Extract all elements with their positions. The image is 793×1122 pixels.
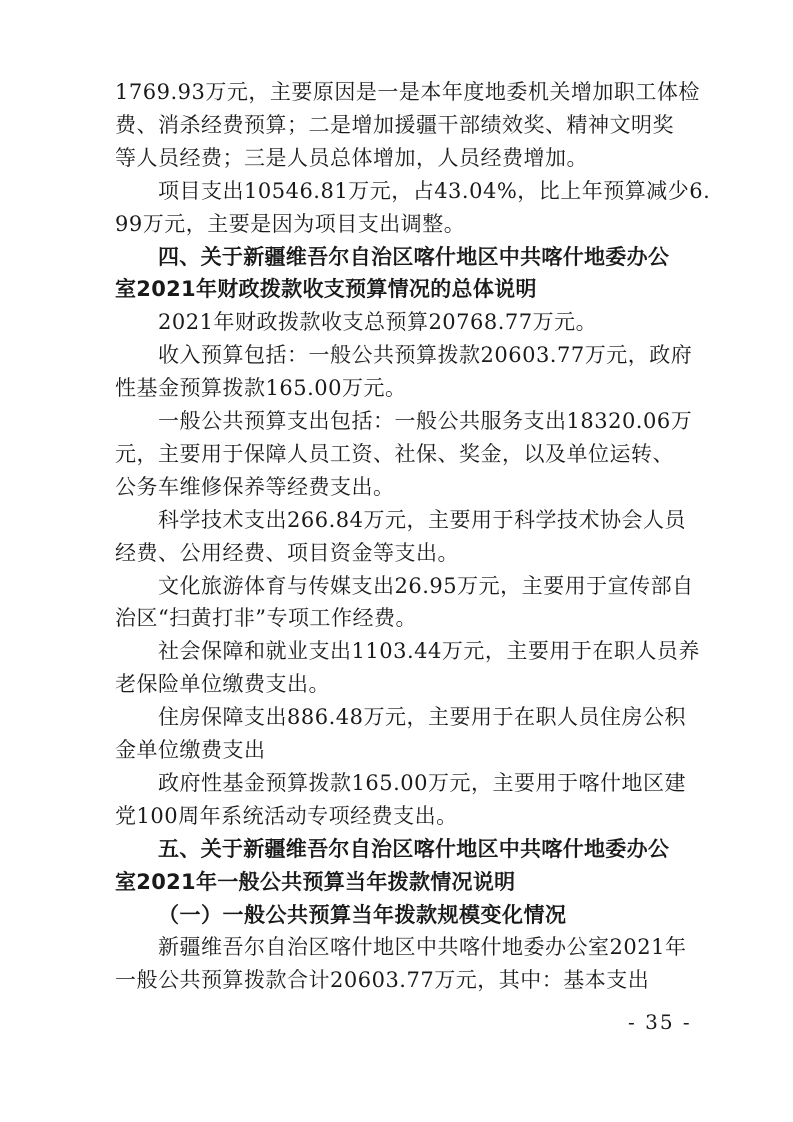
body-text-line: 2021年财政拨款收支总预算20768.77万元。 [158,310,598,334]
body-text-line: 等人员经费；三是人员总体增加，人员经费增加。 [115,146,588,170]
section-heading: 四、关于新疆维吾尔自治区喀什地区中共喀什地委办公 [158,245,670,269]
body-text-line: 社会保障和就业支出1103.44万元，主要用于在职人员养 [158,639,700,663]
section-heading: 室2021年一般公共预算当年拨款情况说明 [115,870,516,894]
subsection-heading: （一）一般公共预算当年拨款规模变化情况 [158,902,567,927]
body-text-line: 科学技术支出266.84万元，主要用于科学技术协会人员 [158,508,686,532]
body-text-line: 一般公共预算支出包括：一般公共服务支出18320.06万 [158,409,693,433]
section-heading: 室2021年财政拨款收支预算情况的总体说明 [115,277,537,301]
body-text-line: 一般公共预算拨款合计20603.77万元，其中：基本支出 [115,968,650,992]
body-text-line: 老保险单位缴费支出。 [115,672,330,696]
body-text-line: 住房保障支出886.48万元，主要用于在职人员住房公积 [158,705,686,729]
body-text-line: 99万元，主要是因为项目支出调整。 [115,212,466,236]
body-text-line: 元，主要用于保障人员工资、社保、奖金，以及单位运转、 [115,442,674,466]
body-text-line: 政府性基金预算拨款165.00万元，主要用于喀什地区建 [158,771,686,795]
body-text-line: 费、消杀经费预算；二是增加援疆干部绩效奖、精神文明奖 [115,113,674,137]
body-text-line: 公务车维修保养等经费支出。 [115,475,395,499]
page-number: - 35 - [628,1010,692,1034]
body-text-line: 性基金预算拨款165.00万元。 [115,376,407,400]
body-text-line: 项目支出10546.81万元，占43.04%，比上年预算减少6. [158,179,711,203]
body-text-line: 金单位缴费支出 [115,738,266,762]
body-text-line: 收入预算包括：一般公共预算拨款20603.77万元，政府 [158,343,693,367]
body-text-line: 经费、公用经费、项目资金等支出。 [115,541,459,565]
section-heading: 五、关于新疆维吾尔自治区喀什地区中共喀什地委办公 [158,837,670,861]
body-text-line: 党100周年系统活动专项经费支出。 [115,804,458,828]
body-text-line: 文化旅游体育与传媒支出26.95万元，主要用于宣传部自 [158,574,694,598]
body-text-line: 1769.93万元，主要原因是一是本年度地委机关增加职工体检 [115,80,700,104]
body-text-line: 新疆维吾尔自治区喀什地区中共喀什地委办公室2021年 [158,935,687,959]
body-text-line: 治区“扫黄打非”专项工作经费。 [115,606,417,630]
